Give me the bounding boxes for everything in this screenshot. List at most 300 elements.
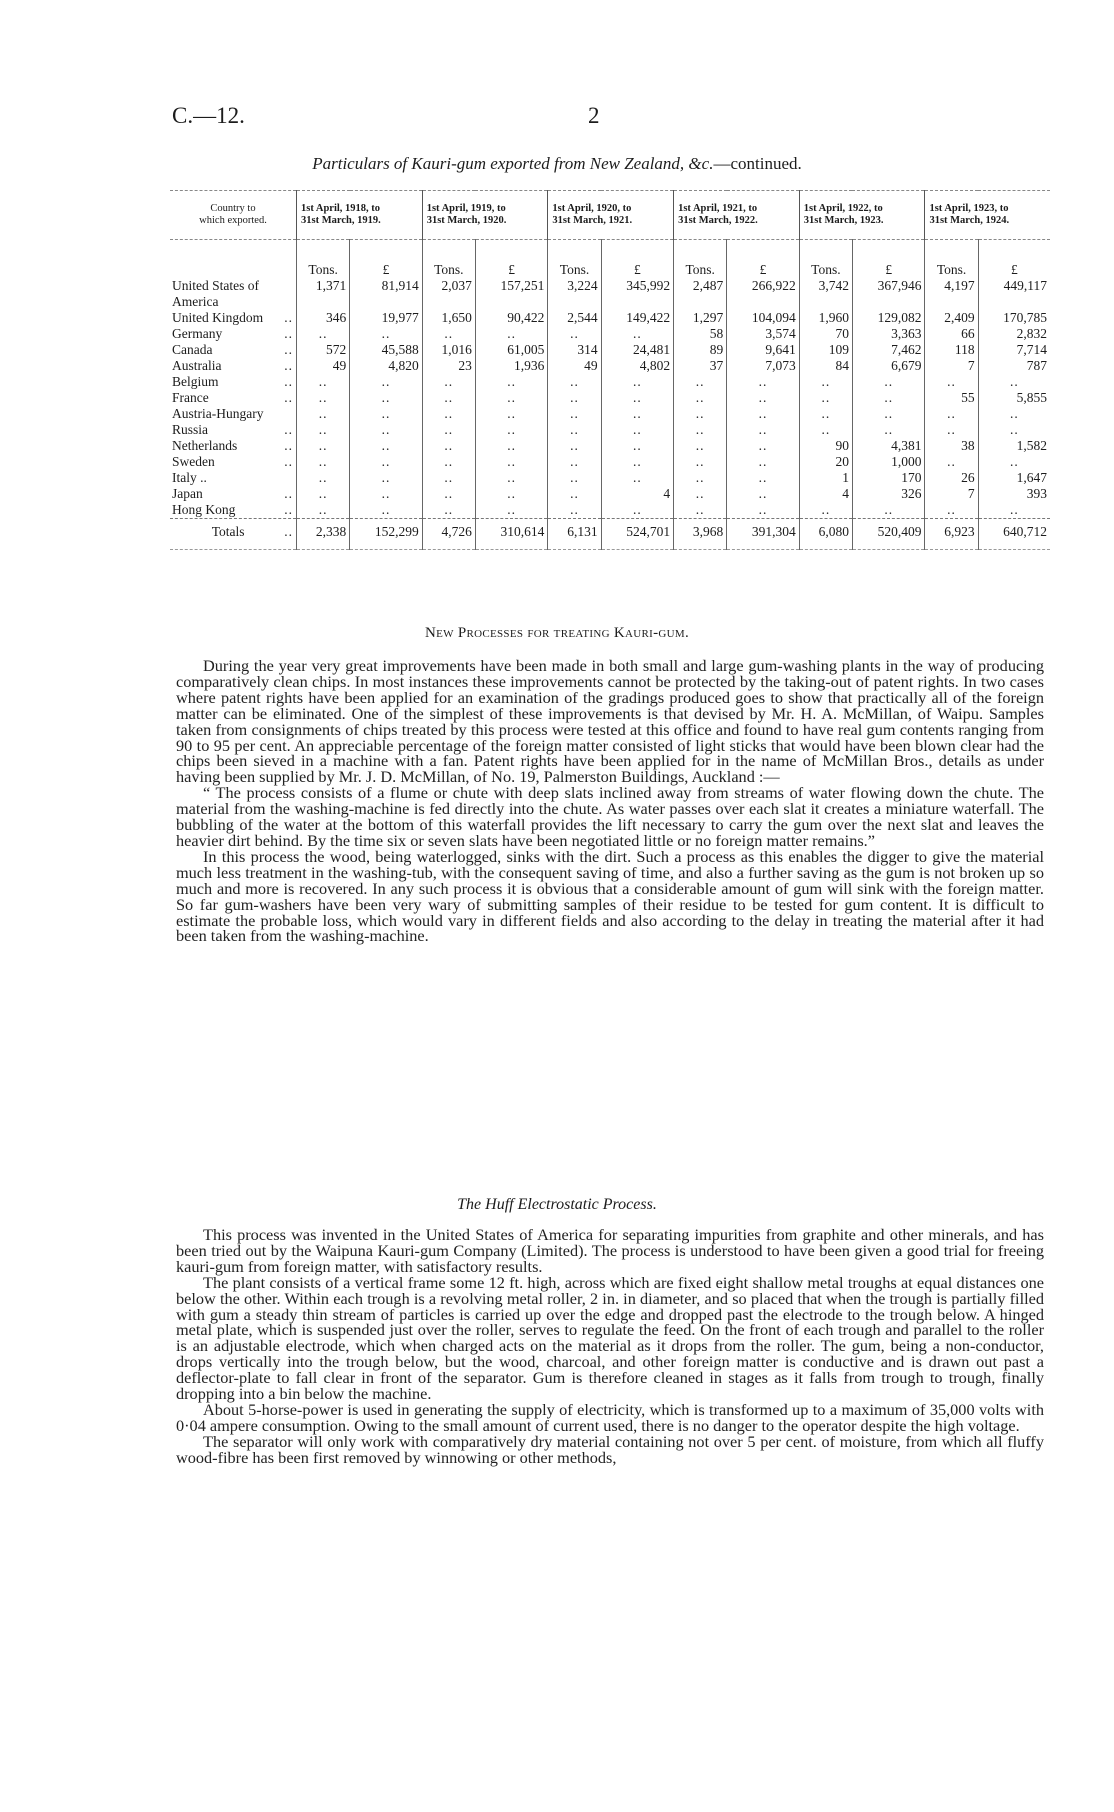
table-header-row	[170, 191, 1050, 240]
unit-tons: Tons.	[422, 240, 475, 279]
tons-cell: 1,650	[422, 310, 475, 326]
leader-dots: ..	[284, 502, 293, 517]
country-name: Russia	[172, 422, 209, 437]
empty-cell	[297, 294, 350, 310]
pounds-cell: ..	[350, 486, 422, 502]
country-name-continued: America	[172, 294, 219, 309]
tons-cell: 109	[799, 342, 852, 358]
leader-dots: ..	[284, 454, 293, 469]
pounds-cell: 3,363	[852, 326, 924, 342]
tons-cell: 37	[674, 358, 727, 374]
pounds-cell: ..	[727, 406, 799, 422]
pounds-cell: ..	[350, 454, 422, 470]
pounds-cell: ..	[727, 438, 799, 454]
tons-cell: ..	[925, 406, 978, 422]
pounds-cell: ..	[852, 502, 924, 519]
leader-dots: ..	[284, 422, 293, 437]
tons-cell: ..	[548, 486, 601, 502]
unit-pounds: £	[350, 240, 422, 279]
period-header: 1st April, 1918, to 31st March, 1919.	[297, 191, 423, 240]
tons-cell: ..	[674, 454, 727, 470]
leader-dots: ..	[284, 390, 293, 405]
pounds-cell: 9,641	[727, 342, 799, 358]
country-cell	[170, 390, 297, 406]
unit-pounds: £	[601, 240, 673, 279]
pounds-cell: ..	[852, 374, 924, 390]
rule-cell	[925, 545, 978, 550]
tons-cell: ..	[422, 422, 475, 438]
pounds-cell: 5,855	[978, 390, 1050, 406]
pounds-cell: 2,832	[978, 326, 1050, 342]
empty-cell	[601, 294, 673, 310]
rule-cell	[297, 545, 350, 550]
pounds-cell: ..	[852, 406, 924, 422]
unit-tons: Tons.	[548, 240, 601, 279]
country-cell	[170, 486, 297, 502]
empty-cell	[978, 294, 1050, 310]
leader-dots: ..	[284, 358, 293, 373]
tons-cell: 4	[799, 486, 852, 502]
pounds-cell: ..	[350, 438, 422, 454]
empty-cell	[475, 294, 547, 310]
tons-cell: ..	[799, 422, 852, 438]
country-cell	[170, 470, 297, 486]
tons-cell: ..	[674, 406, 727, 422]
tons-cell: ..	[297, 502, 350, 519]
pounds-cell: ..	[601, 326, 673, 342]
unit-tons: Tons.	[799, 240, 852, 279]
table-row	[170, 358, 1050, 374]
rule-cell	[799, 545, 852, 550]
tons-cell: ..	[674, 438, 727, 454]
pounds-cell: 4,820	[350, 358, 422, 374]
pounds-cell: 449,117	[978, 278, 1050, 294]
tons-cell: ..	[925, 374, 978, 390]
country-name: Australia	[172, 358, 222, 373]
country-name: United Kingdom	[172, 310, 264, 325]
period-header: 1st April, 1923, to 31st March, 1924.	[925, 191, 1050, 240]
tons-cell: ..	[422, 374, 475, 390]
empty-cell	[548, 294, 601, 310]
totals-label	[170, 519, 297, 546]
tons-cell: 314	[548, 342, 601, 358]
tons-cell: 2,487	[674, 278, 727, 294]
table-body	[170, 240, 1050, 550]
pounds-cell: 266,922	[727, 278, 799, 294]
pounds-cell: ..	[475, 486, 547, 502]
leader-dots: ..	[284, 342, 293, 357]
pounds-cell: 1,582	[978, 438, 1050, 454]
pounds-cell: ..	[475, 374, 547, 390]
rule-cell	[852, 545, 924, 550]
empty-cell	[852, 294, 924, 310]
pounds-cell: ..	[978, 454, 1050, 470]
tons-cell: ..	[548, 502, 601, 519]
tons-cell: 1,016	[422, 342, 475, 358]
pounds-cell: ..	[475, 502, 547, 519]
tons-cell: ..	[674, 502, 727, 519]
pounds-cell: 4,381	[852, 438, 924, 454]
leader-dots: ..	[284, 326, 293, 341]
pounds-cell: ..	[475, 470, 547, 486]
table-row	[170, 406, 1050, 422]
tons-cell: ..	[422, 470, 475, 486]
tons-cell: 4,197	[925, 278, 978, 294]
total-pounds-cell: 640,712	[978, 519, 1050, 546]
total-pounds-cell: 391,304	[727, 519, 799, 546]
totals-row	[170, 519, 1050, 546]
pounds-cell: 1,000	[852, 454, 924, 470]
empty-cell	[925, 294, 978, 310]
pounds-cell: 7,073	[727, 358, 799, 374]
unit-pounds: £	[727, 240, 799, 279]
pounds-cell: 90,422	[475, 310, 547, 326]
tons-cell: ..	[422, 326, 475, 342]
empty-cell	[674, 294, 727, 310]
tons-cell: ..	[548, 470, 601, 486]
pounds-cell: 61,005	[475, 342, 547, 358]
tons-cell: ..	[674, 486, 727, 502]
total-tons-cell: 4,726	[422, 519, 475, 546]
country-cell	[170, 406, 297, 422]
totals-label-text: Totals	[211, 524, 245, 539]
period-header: 1st April, 1921, to 31st March, 1922.	[674, 191, 800, 240]
leader-dots: ..	[284, 374, 293, 389]
country-column-header: Country to which exported.	[170, 191, 297, 240]
tons-cell: ..	[548, 374, 601, 390]
tons-cell: 23	[422, 358, 475, 374]
country-cell	[170, 310, 297, 326]
tons-cell: 7	[925, 358, 978, 374]
unit-tons: Tons.	[925, 240, 978, 279]
paragraph: In this process the wood, being waterlogged, sinks with the dirt. Such a process as this enables the digger to give the material much less treatment in the washing-tub, with the consequent saving of time, and also a further saving as the gum is not broken up so much and more is recovered. In any such process it is obvious that a considerable amount of gum will sink with the foreign matter. So far gum-washers have been very wary of submitting samples of their residue to be tested for gum content. It is difficult to estimate the probable loss, which would vary in different fields and also according to the delay in treating the material after it had been taken from the washing-machine.	[176, 846, 1044, 946]
rule-cell	[422, 545, 475, 550]
pounds-cell: ..	[350, 422, 422, 438]
tons-cell: ..	[674, 390, 727, 406]
pounds-cell: ..	[350, 406, 422, 422]
tons-cell: 58	[674, 326, 727, 342]
period-header: 1st April, 1922, to 31st March, 1923.	[799, 191, 925, 240]
country-name: Netherlands	[172, 438, 238, 453]
tons-cell: 1,960	[799, 310, 852, 326]
total-tons-cell: 6,923	[925, 519, 978, 546]
tons-cell: 1,297	[674, 310, 727, 326]
page-number: 2	[588, 103, 600, 128]
unit-pounds: £	[475, 240, 547, 279]
tons-cell: 3,742	[799, 278, 852, 294]
pounds-cell: 45,588	[350, 342, 422, 358]
country-name: Sweden	[172, 454, 215, 469]
total-tons-cell: 3,968	[674, 519, 727, 546]
tons-cell: ..	[297, 406, 350, 422]
tons-cell: ..	[548, 326, 601, 342]
total-pounds-cell: 520,409	[852, 519, 924, 546]
country-name: Hong Kong	[172, 502, 236, 517]
pounds-cell: ..	[475, 390, 547, 406]
empty-cell	[350, 294, 422, 310]
country-name: United States of	[172, 278, 259, 293]
kauri-gum-exports-table	[170, 190, 1050, 550]
table-row	[170, 486, 1050, 502]
pounds-cell: ..	[978, 502, 1050, 519]
pounds-cell: ..	[475, 406, 547, 422]
empty-cell	[422, 294, 475, 310]
tons-cell: ..	[297, 374, 350, 390]
pounds-cell: ..	[601, 374, 673, 390]
pounds-cell: 7,462	[852, 342, 924, 358]
pounds-cell: 345,992	[601, 278, 673, 294]
paragraph: The separator will only work with comparatively dry material containing not over 5 per cent. of moisture, from which all fluffy wood-fibre has been first removed by winnowing or other methods,	[176, 1431, 1044, 1467]
tons-cell: 89	[674, 342, 727, 358]
pounds-cell: ..	[350, 470, 422, 486]
pounds-cell: 4,802	[601, 358, 673, 374]
country-cell	[170, 326, 297, 342]
pounds-cell: 104,094	[727, 310, 799, 326]
leader-dots: ..	[284, 524, 293, 539]
paragraph: During the year very great improvements have been made in both small and large gum-washing plants in the way of producing comparatively clean chips. In most instances these improvements cannot be protected by the taking-out of patent rights. In two cases where patent rights have been applied for an examination of the gradings produced goes to show that practically all of the foreign matter can be eliminated. One of the simplest of these improvements is that devised by Mr. H. A. McMillan, of Waipu. Samples taken from consignments of chips treated by this process were tested at this office and found to have real gum contents ranging from 90 to 95 per cent. An appreciable percentage of the foreign matter consisted of light sticks that would have been blown clear had the chips been sieved in a machine with a fan. Patent rights have been applied for in the name of McMillan Bros., details as under having been supplied by Mr. J. D. McMillan, of No. 19, Palmerston Buildings, Auckland :—	[176, 656, 1044, 787]
tons-cell: 1,371	[297, 278, 350, 294]
country-name: Canada	[172, 342, 213, 357]
pounds-cell: 1,936	[475, 358, 547, 374]
table-row	[170, 326, 1050, 342]
pounds-cell: ..	[601, 438, 673, 454]
table-row	[170, 454, 1050, 470]
pounds-cell: ..	[475, 422, 547, 438]
pounds-cell: 393	[978, 486, 1050, 502]
tons-cell: 66	[925, 326, 978, 342]
rule-cell	[548, 545, 601, 550]
section-new-processes-body	[176, 658, 1044, 944]
tons-cell: 84	[799, 358, 852, 374]
tons-cell: ..	[297, 470, 350, 486]
unit-tons: Tons.	[674, 240, 727, 279]
tons-cell: 26	[925, 470, 978, 486]
rule-cell	[601, 545, 673, 550]
tons-cell: 3,224	[548, 278, 601, 294]
tons-cell: ..	[548, 406, 601, 422]
total-tons-cell: 6,080	[799, 519, 852, 546]
pounds-cell: ..	[350, 502, 422, 519]
pounds-cell: 4	[601, 486, 673, 502]
country-name: Japan	[172, 486, 203, 501]
table-bottom-rule	[170, 545, 1050, 550]
tons-cell: 90	[799, 438, 852, 454]
pounds-cell: ..	[852, 390, 924, 406]
empty-cell	[799, 294, 852, 310]
tons-cell: ..	[925, 502, 978, 519]
leader-dots: ..	[284, 310, 293, 325]
country-cell	[170, 374, 297, 390]
pounds-cell: ..	[601, 502, 673, 519]
table-row	[170, 278, 1050, 294]
tons-cell: ..	[799, 502, 852, 519]
tons-cell: 346	[297, 310, 350, 326]
pounds-cell: ..	[727, 454, 799, 470]
tons-cell: ..	[297, 454, 350, 470]
tons-cell: ..	[925, 422, 978, 438]
pounds-cell: ..	[475, 454, 547, 470]
pounds-cell: 24,481	[601, 342, 673, 358]
tons-cell: 2,037	[422, 278, 475, 294]
tons-cell: ..	[422, 502, 475, 519]
pounds-cell: ..	[601, 406, 673, 422]
pounds-cell: 367,946	[852, 278, 924, 294]
table-title	[0, 154, 1114, 174]
pounds-cell: ..	[475, 438, 547, 454]
period-header: 1st April, 1920, to 31st March, 1921.	[548, 191, 674, 240]
paragraph-quote: “ The process consists of a flume or chute with deep slats inclined away from streams of water flowing down the chute. The material from the washing-machine is fed directly into the chute. As water passes over each slat it creates a miniature waterfall. The bubbling of the water at the bottom of this waterfall provides the lift necessary to carry the gum over the next slat and leaves the heavier dirt behind. By the time six or seven slats have been negotiated little or no foreign matter remains.”	[176, 783, 1044, 850]
pounds-cell: ..	[601, 422, 673, 438]
units-row	[170, 240, 1050, 279]
paragraph: This process was invented in the United States of America for separating impurities from graphite and other minerals, and has been tried out by the Waipuna Kauri-gum Company (Limited). The process is understood to have been given a good trial for freeing kauri-gum from foreign matter, with satisfactory results.	[176, 1225, 1044, 1276]
pounds-cell: ..	[727, 374, 799, 390]
tons-cell: 572	[297, 342, 350, 358]
tons-cell: ..	[297, 422, 350, 438]
paragraph: The plant consists of a vertical frame some 12 ft. high, across which are fixed eight shallow metal troughs at equal distances one below the other. Within each trough is a revolving metal roller, 2 in. in diameter, and so placed that when the trough is partially filled with gum a steady thin stream of particles is carried up over the edge and dropped past the electrode to the trough below. A hinged metal plate, which is suspended just over the roller, serves to regulate the feed. On the front of each trough and parallel to the roller is an adjustable electrode, which when charged acts on the material as it drops from the roller. The gum, being a non-conductor, drops vertically into the trough below, but the wood, charcoal, and other foreign matter is conductive and is drawn out past a deflector-plate to fall clear in front of the separator. Gum is therefore cleaned in stages as it falls from trough to trough, finally dropping into a bin below the machine.	[176, 1272, 1044, 1404]
section-heading-huff-process: The Huff Electrostatic Process.	[457, 1196, 657, 1213]
unit-tons: Tons.	[297, 240, 350, 279]
tons-cell: ..	[674, 470, 727, 486]
table-row-continuation	[170, 294, 1050, 310]
country-cell	[170, 422, 297, 438]
country-name: Germany	[172, 326, 223, 341]
country-name: Italy ..	[172, 470, 207, 485]
rule-cell	[475, 545, 547, 550]
tons-cell: ..	[422, 438, 475, 454]
table-row	[170, 310, 1050, 326]
pounds-cell: 7,714	[978, 342, 1050, 358]
total-pounds-cell: 524,701	[601, 519, 673, 546]
tons-cell: ..	[925, 454, 978, 470]
tons-cell: 118	[925, 342, 978, 358]
pounds-cell: ..	[350, 374, 422, 390]
pounds-cell: ..	[727, 502, 799, 519]
pounds-cell: ..	[350, 326, 422, 342]
table-row	[170, 374, 1050, 390]
pounds-cell: ..	[852, 422, 924, 438]
tons-cell: ..	[674, 422, 727, 438]
pounds-cell: ..	[727, 470, 799, 486]
table-row	[170, 422, 1050, 438]
unit-pounds: £	[978, 240, 1050, 279]
tons-cell: 49	[297, 358, 350, 374]
country-cell	[170, 342, 297, 358]
empty-cell	[727, 294, 799, 310]
pounds-cell: ..	[727, 422, 799, 438]
rule-cell	[170, 545, 297, 550]
rule-cell	[978, 545, 1050, 550]
rule-cell	[674, 545, 727, 550]
pounds-cell: ..	[475, 326, 547, 342]
table-row	[170, 438, 1050, 454]
pounds-cell: ..	[727, 486, 799, 502]
tons-cell: 20	[799, 454, 852, 470]
tons-cell: 7	[925, 486, 978, 502]
pounds-cell: ..	[601, 454, 673, 470]
tons-cell: ..	[548, 454, 601, 470]
table-row	[170, 390, 1050, 406]
tons-cell: ..	[548, 422, 601, 438]
pounds-cell: 326	[852, 486, 924, 502]
pounds-cell: ..	[978, 422, 1050, 438]
table-title-continued: —continued.	[713, 154, 802, 173]
leader-dots: ..	[284, 438, 293, 453]
table-row	[170, 502, 1050, 519]
tons-cell: 2,409	[925, 310, 978, 326]
tons-cell: 55	[925, 390, 978, 406]
pounds-cell: 129,082	[852, 310, 924, 326]
period-header: 1st April, 1919, to 31st March, 1920.	[422, 191, 548, 240]
tons-cell: ..	[548, 390, 601, 406]
tons-cell: ..	[422, 454, 475, 470]
tons-cell: ..	[674, 374, 727, 390]
tons-cell: ..	[422, 390, 475, 406]
total-tons-cell: 2,338	[297, 519, 350, 546]
country-name: France	[172, 390, 209, 405]
pounds-cell: 787	[978, 358, 1050, 374]
document-code: C.—12.	[172, 103, 245, 128]
country-cell	[170, 454, 297, 470]
tons-cell: ..	[799, 374, 852, 390]
country-cell	[170, 278, 297, 294]
tons-cell: 38	[925, 438, 978, 454]
pounds-cell: 170,785	[978, 310, 1050, 326]
tons-cell: ..	[297, 438, 350, 454]
country-cell	[170, 502, 297, 519]
country-name: Austria-Hungary	[172, 406, 264, 421]
pounds-cell: 149,422	[601, 310, 673, 326]
pounds-cell: 3,574	[727, 326, 799, 342]
leader-dots: ..	[284, 486, 293, 501]
tons-cell: 49	[548, 358, 601, 374]
pounds-cell: 19,977	[350, 310, 422, 326]
country-name: Belgium	[172, 374, 219, 389]
total-pounds-cell: 310,614	[475, 519, 547, 546]
section-huff-process-body	[176, 1227, 1044, 1466]
tons-cell: ..	[422, 406, 475, 422]
total-tons-cell: 6,131	[548, 519, 601, 546]
pounds-cell: ..	[601, 390, 673, 406]
pounds-cell: 81,914	[350, 278, 422, 294]
unit-pounds: £	[852, 240, 924, 279]
pounds-cell: ..	[727, 390, 799, 406]
tons-cell: 2,544	[548, 310, 601, 326]
total-pounds-cell: 152,299	[350, 519, 422, 546]
paragraph: About 5-horse-power is used in generating the supply of electricity, which is transformed up to a maximum of 35,000 volts with 0·04 ampere consumption. Owing to the small amount of current used, there is no danger to the operator despite the high voltage.	[176, 1399, 1044, 1435]
pounds-cell: ..	[601, 470, 673, 486]
tons-cell: ..	[422, 486, 475, 502]
pounds-cell: ..	[978, 374, 1050, 390]
tons-cell: 1	[799, 470, 852, 486]
table-row	[170, 342, 1050, 358]
country-cell	[170, 438, 297, 454]
rule-cell	[350, 545, 422, 550]
table-title-text: Particulars of Kauri-gum exported from New Zealand, &c.	[312, 154, 714, 173]
tons-cell: ..	[799, 390, 852, 406]
tons-cell: ..	[297, 326, 350, 342]
country-cell	[170, 358, 297, 374]
rule-cell	[727, 545, 799, 550]
tons-cell: 70	[799, 326, 852, 342]
tons-cell: ..	[799, 406, 852, 422]
tons-cell: ..	[297, 390, 350, 406]
pounds-cell: ..	[978, 406, 1050, 422]
pounds-cell: ..	[350, 390, 422, 406]
pounds-cell: 1,647	[978, 470, 1050, 486]
pounds-cell: 157,251	[475, 278, 547, 294]
pounds-cell: 6,679	[852, 358, 924, 374]
section-heading-new-processes: New Processes for treating Kauri-gum.	[424, 625, 690, 641]
